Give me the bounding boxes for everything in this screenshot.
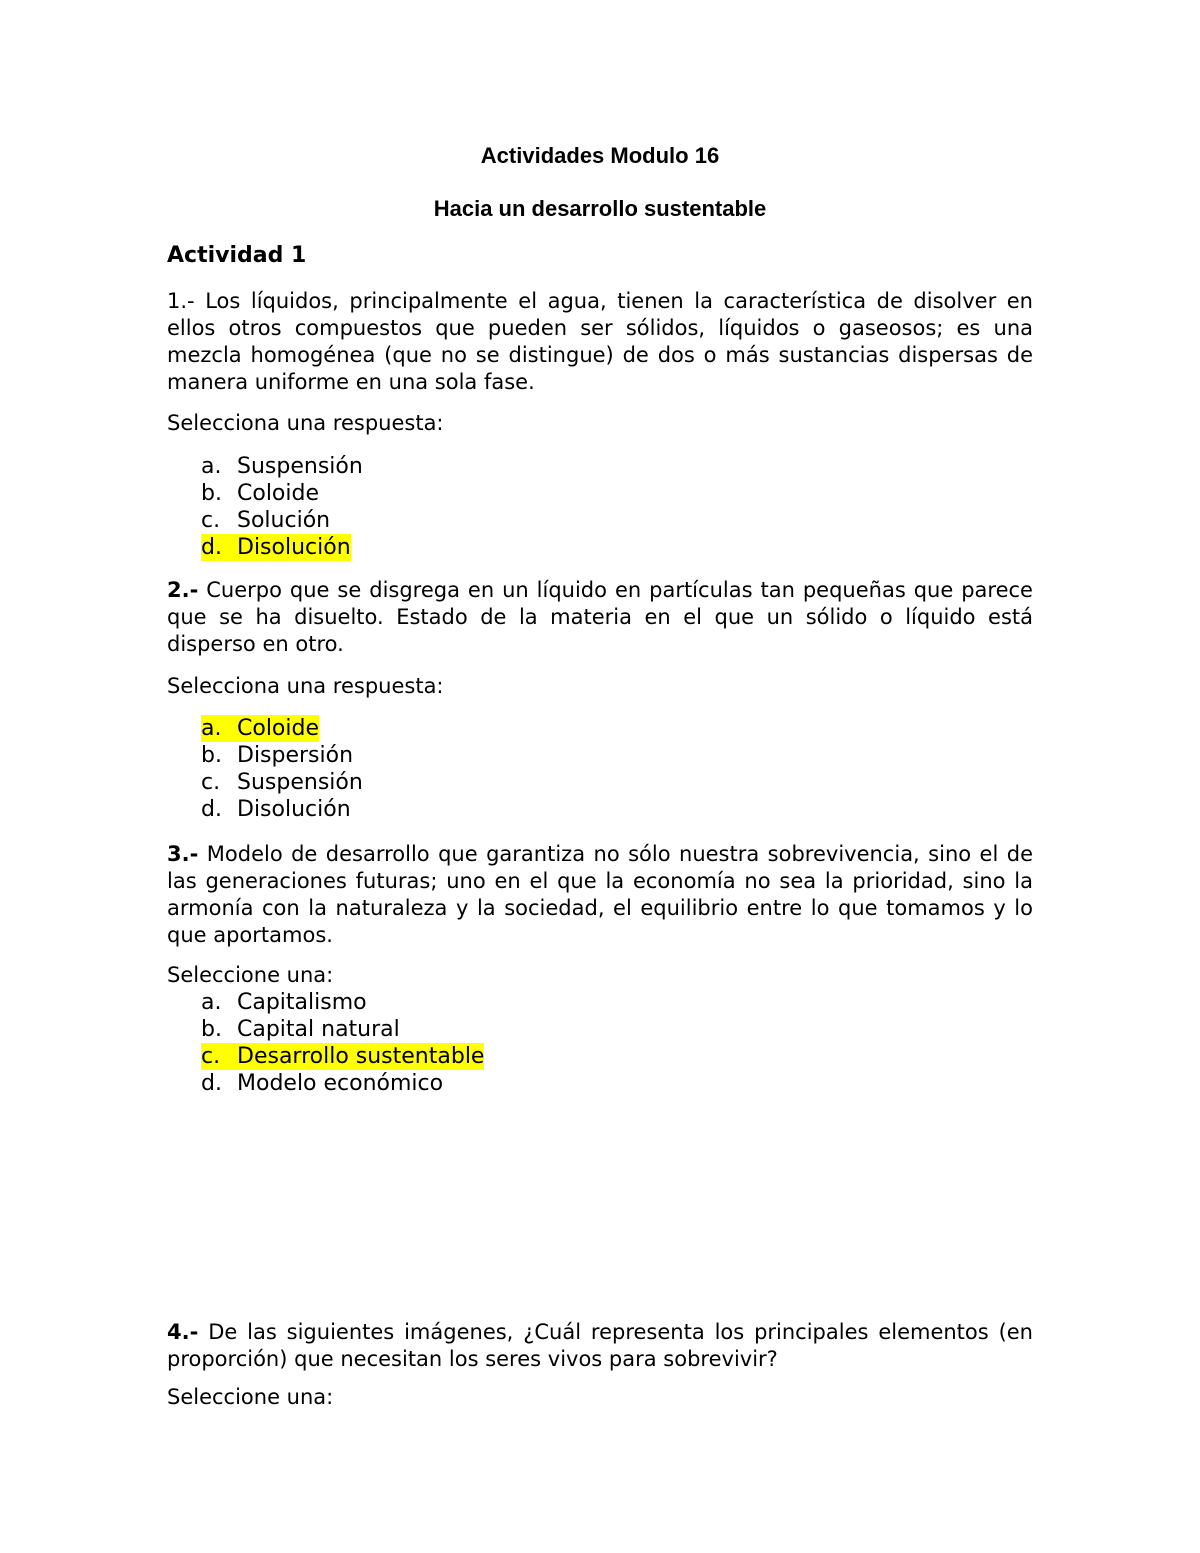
option-label: Desarrollo sustentable [237, 1044, 485, 1069]
option-letter: a. [201, 990, 222, 1015]
option-letter: c. [201, 508, 221, 533]
document-subtitle: Hacia un desarrollo sustentable [433, 196, 767, 221]
question-number: 1.- [167, 289, 195, 313]
option-letter: a. [201, 454, 222, 479]
option-letter: a. [201, 716, 222, 741]
option-label: Capitalismo [237, 990, 367, 1015]
answer-option [201, 1043, 484, 1070]
option-highlight [201, 742, 353, 769]
option-label: Disolución [237, 797, 351, 822]
option-letter: b. [201, 481, 222, 506]
option-highlight [201, 480, 319, 507]
question-1-prompt: Selecciona una respuesta: [167, 411, 444, 435]
question-3 [167, 841, 1033, 949]
answer-option [201, 507, 363, 534]
question-text: Los líquidos, principalmente el agua, tienen la característica de disolver en ellos otros compuestos que pueden ser sólidos, líquidos o gaseosos; es una mezcla homogénea (que no se distingue) de dos o más sustancias dispersas de manera uniforme en una sola fase. [167, 289, 1033, 394]
answer-option [201, 742, 363, 769]
option-label: Suspensión [237, 454, 363, 479]
question-text: Modelo de desarrollo que garantiza no sólo nuestra sobrevivencia, sino el de las generaciones futuras; uno en el que la economía no sea la prioridad, sino la armonía con la naturaleza y la sociedad, el equilibrio entre lo que tomamos y lo que aportamos. [167, 842, 1033, 947]
answer-option [201, 534, 363, 561]
section-heading: Actividad 1 [167, 243, 307, 268]
answer-option [201, 1070, 484, 1097]
option-label: Solución [237, 508, 331, 533]
option-highlight [201, 769, 363, 796]
option-highlight [201, 796, 351, 823]
question-text: Cuerpo que se disgrega en un líquido en partículas tan pequeñas que parece que se ha disuelto. Estado de la materia en el que un sólido o líquido está disperso en otro. [167, 578, 1033, 656]
option-highlight [201, 1070, 443, 1097]
question-number: 4.- [167, 1320, 199, 1344]
answer-option [201, 989, 484, 1016]
question-3-options [201, 989, 484, 1097]
question-number: 3.- [167, 842, 199, 866]
question-4 [167, 1319, 1033, 1373]
answer-option [201, 796, 363, 823]
option-label: Disolución [237, 535, 351, 560]
option-letter: d. [201, 797, 222, 822]
answer-option [201, 453, 363, 480]
answer-option [201, 480, 363, 507]
option-label: Capital natural [237, 1017, 400, 1042]
document-title: Actividades Modulo 16 [480, 143, 720, 168]
option-letter: b. [201, 743, 222, 768]
question-number: 2.- [167, 578, 199, 602]
answer-option [201, 1016, 484, 1043]
option-letter: c. [201, 770, 221, 795]
option-label: Modelo económico [237, 1071, 444, 1096]
question-text: De las siguientes imágenes, ¿Cuál representa los principales elementos (en proporción) que necesitan los seres vivos para sobrevivir? [167, 1320, 1033, 1371]
option-highlight [201, 534, 351, 561]
question-1-options [201, 453, 363, 561]
option-label: Suspensión [237, 770, 363, 795]
question-1 [167, 288, 1033, 396]
option-highlight [201, 715, 319, 742]
question-3-prompt: Seleccione una: [167, 963, 334, 987]
option-highlight [201, 507, 330, 534]
option-letter: d. [201, 1071, 222, 1096]
question-4-prompt: Seleccione una: [167, 1385, 334, 1409]
question-2-prompt: Selecciona una respuesta: [167, 674, 444, 698]
option-label: Coloide [237, 481, 320, 506]
option-letter: d. [201, 535, 222, 560]
answer-option [201, 769, 363, 796]
option-label: Coloide [237, 716, 320, 741]
option-letter: c. [201, 1044, 221, 1069]
option-highlight [201, 453, 363, 480]
option-label: Dispersión [237, 743, 354, 768]
option-highlight [201, 989, 367, 1016]
answer-option [201, 715, 363, 742]
question-2 [167, 577, 1033, 658]
question-2-options [201, 715, 363, 823]
option-highlight [201, 1043, 484, 1070]
option-highlight [201, 1016, 400, 1043]
option-letter: b. [201, 1017, 222, 1042]
